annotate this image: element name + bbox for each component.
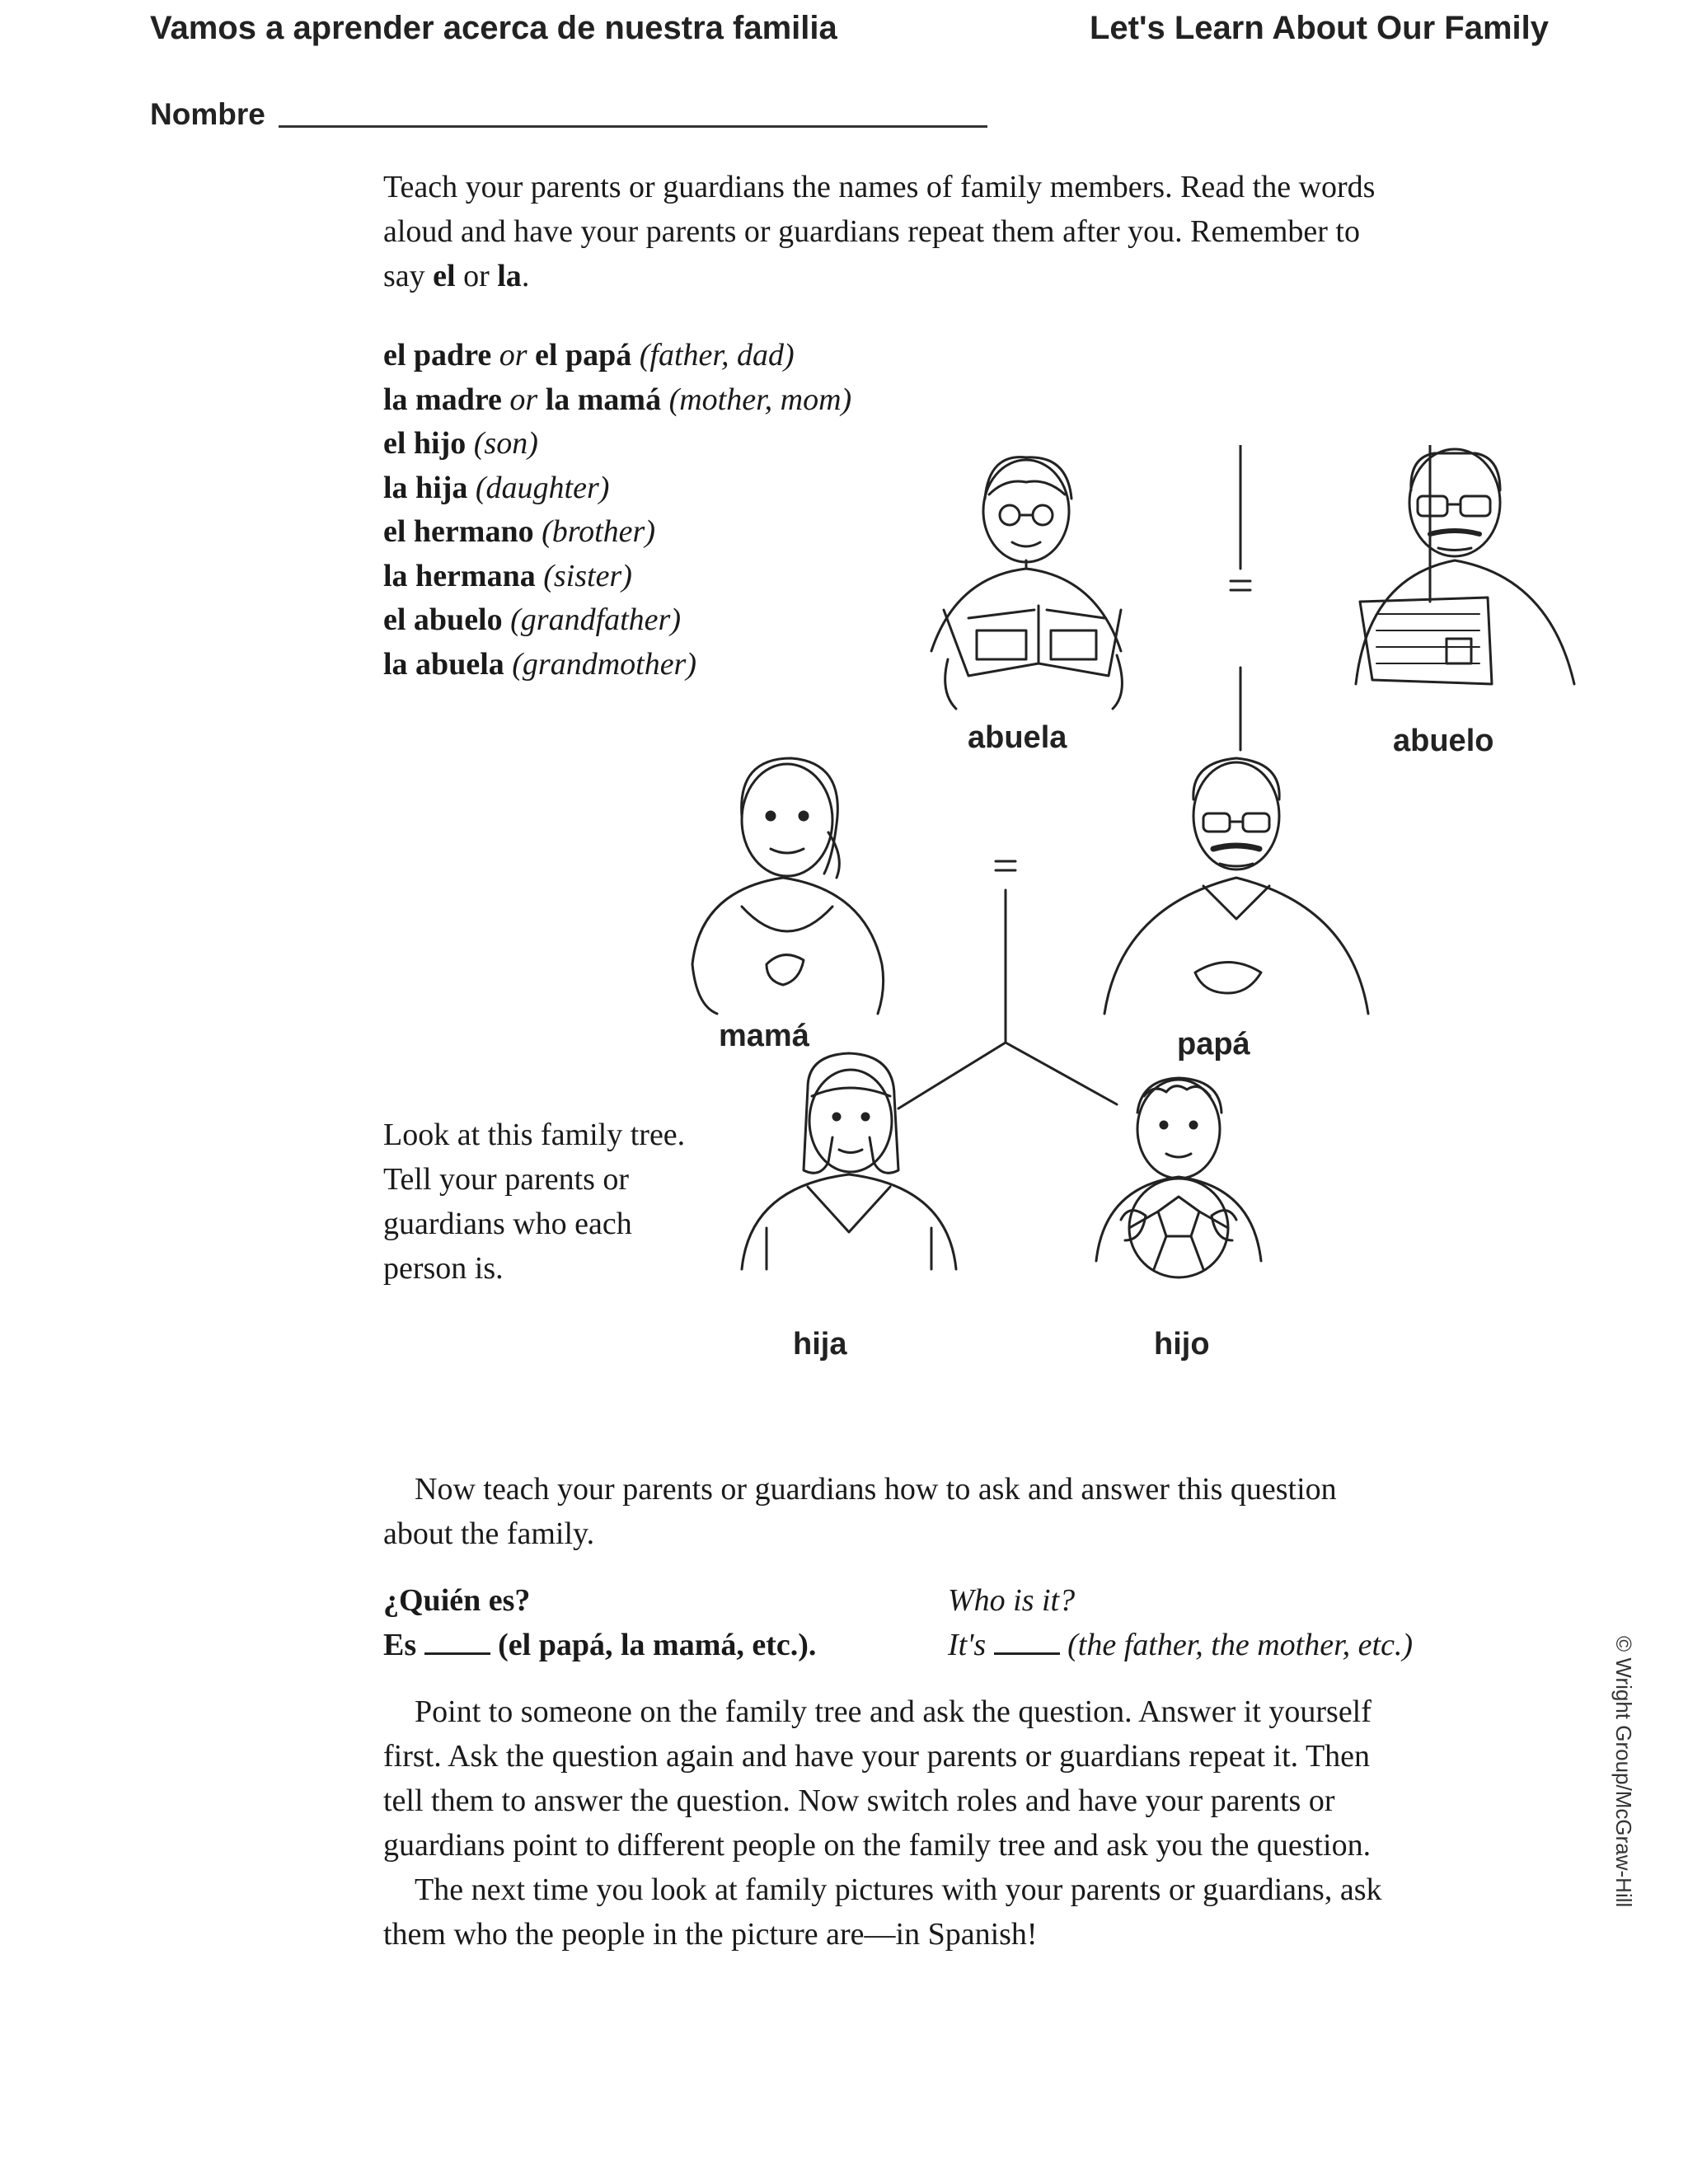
- hija-label: hija: [793, 1327, 847, 1361]
- instruction-line: Point to someone on the family tree and ask the question. Answer it yourself: [415, 1694, 1372, 1729]
- mama-label: mamá: [719, 1019, 809, 1053]
- la-article: la: [497, 259, 522, 293]
- vocab-item: el hermano (brother): [383, 514, 655, 549]
- vocab-item: la abuela (grandmother): [383, 646, 697, 682]
- instruction-line: The next time you look at family pictures with your parents or guardians, ask: [415, 1872, 1382, 1907]
- spanish-answer-prefix: Es: [383, 1628, 417, 1662]
- english-question: Who is it?: [948, 1583, 1076, 1618]
- instruction-line: first. Ask the question again and have your parents or guardians repeat it. Then: [383, 1739, 1371, 1774]
- question-intro-line: about the family.: [383, 1516, 595, 1551]
- el-article: el: [433, 259, 456, 293]
- copyright-notice: © Wright Group/McGraw-Hill: [1611, 1636, 1636, 1908]
- marriage-symbol-top: [1231, 581, 1250, 590]
- spanish-answer-blank: [424, 1628, 490, 1655]
- instruction-line: tell them to answer the question. Now switch roles and have your parents or: [383, 1783, 1335, 1818]
- spanish-qa: [383, 1578, 816, 1667]
- intro-line: say el or la.: [383, 259, 530, 293]
- vocab-item: el hijo (son): [383, 426, 538, 461]
- tree-prompt-line: Look at this family tree.: [383, 1118, 686, 1152]
- english-title: Let's Learn About Our Family: [1090, 10, 1549, 46]
- intro-line: aloud and have your parents or guardians repeat them after you. Remember to: [383, 214, 1360, 249]
- english-answer-prefix: It's: [948, 1628, 987, 1662]
- abuela-illustration: [931, 457, 1122, 709]
- abuela-label: abuela: [968, 720, 1067, 755]
- english-answer-suffix: (the father, the mother, etc.): [1067, 1628, 1414, 1662]
- vocab-item: la hija (daughter): [383, 470, 610, 505]
- family-tree: [659, 445, 1607, 1393]
- abuelo-illustration: [1356, 445, 1574, 684]
- spanish-answer-suffix: (el papá, la mamá, etc.).: [498, 1628, 817, 1662]
- hijo-label: hijo: [1154, 1327, 1210, 1361]
- tree-prompt: [383, 1113, 685, 1291]
- papa-label: papá: [1177, 1027, 1250, 1062]
- tree-connectors: [898, 445, 1240, 1108]
- hijo-illustration: [1096, 1078, 1261, 1277]
- english-qa: [948, 1578, 1413, 1667]
- instruction-line: them who the people in the picture are—in Spanish!: [383, 1917, 1038, 1952]
- vocab-item: el abuelo (grandfather): [383, 602, 681, 637]
- vocab-item: la madre or la mamá (mother, mom): [383, 382, 852, 417]
- vocab-item: el padre or el papá (father, dad): [383, 338, 795, 373]
- spanish-question: ¿Quién es?: [383, 1583, 531, 1618]
- abuelo-label: abuelo: [1393, 724, 1494, 758]
- tree-prompt-line: Tell your parents or: [383, 1162, 630, 1197]
- spanish-title: Vamos a aprender acerca de nuestra familia: [150, 10, 837, 46]
- instructions: [383, 1690, 1382, 1957]
- intro-line: Teach your parents or guardians the names of family members. Read the words: [383, 170, 1376, 204]
- name-label: Nombre: [150, 97, 265, 131]
- papa-illustration: [1104, 758, 1368, 1014]
- hija-illustration: [742, 1053, 956, 1269]
- name-field-line[interactable]: [279, 125, 987, 128]
- tree-prompt-line: person is.: [383, 1251, 504, 1286]
- question-intro: [383, 1467, 1337, 1556]
- instruction-line: guardians point to different people on the family tree and ask you the question.: [383, 1828, 1372, 1863]
- tree-prompt-line: guardians who each: [383, 1207, 632, 1241]
- question-intro-line: Now teach your parents or guardians how to ask and answer this question: [415, 1472, 1337, 1507]
- intro-paragraph: [383, 165, 1375, 298]
- mama-illustration: [692, 758, 884, 1014]
- marriage-symbol-middle: [996, 861, 1015, 870]
- vocab-item: la hermana (sister): [383, 558, 632, 593]
- english-answer-blank: [994, 1628, 1060, 1655]
